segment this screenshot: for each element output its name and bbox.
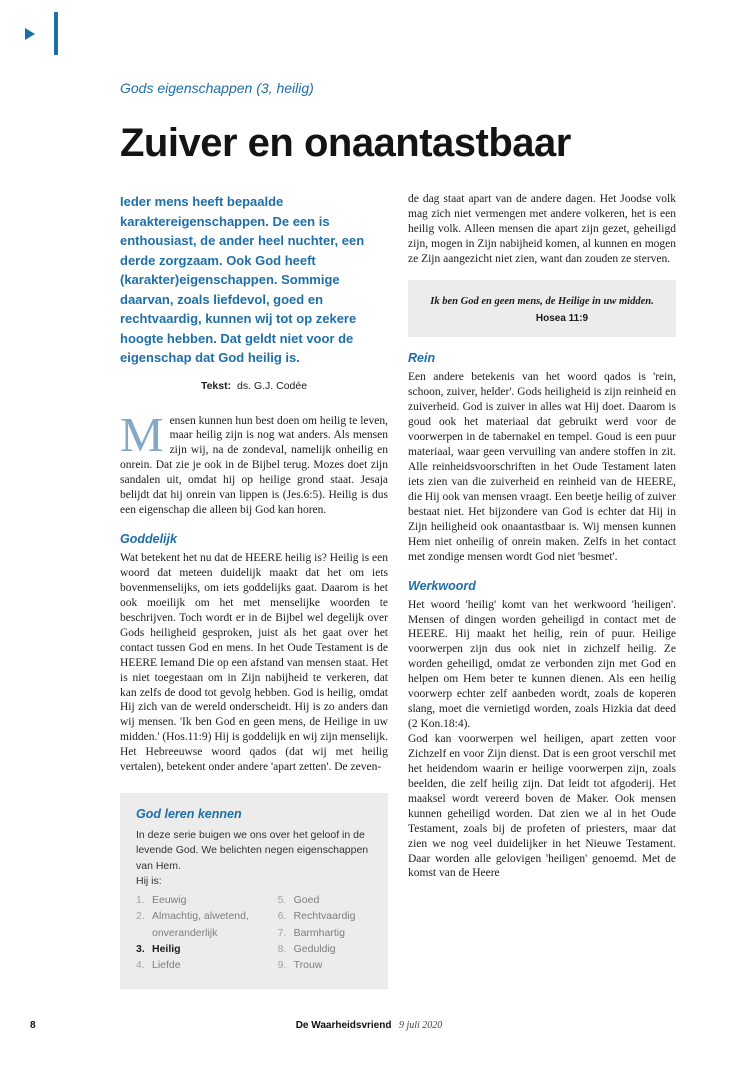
subhead-rein: Rein (408, 351, 436, 366)
item-label: Eeuwig (152, 894, 187, 906)
item-number: 7. (277, 926, 287, 939)
item-number: 3. (136, 942, 145, 955)
drop-cap: M (120, 406, 164, 462)
item-number: 8. (277, 942, 287, 955)
item-number: 1. (136, 894, 145, 906)
goddelijk-paragraph: Wat betekent het nu dat de HEERE heilig is? Heilig is een woord dat meteen duidelijk maakt dat het om iets bovenmenselijks, om iets goddelijks gaat. Daarom is het ook moeilijk om het met menselijke woorden te beschrijven. Toch wordt er in de Bijbel wel degelijk over Gods heiligheid gesproken, juist als het gaat over het contact tussen God en mens. In het Oude Testament is de HEERE Iemand Die op een afstand van mensen staat. Het is niet toegestaan om in Zijn nabijheid te verkeren, dat kan zelfs de dood tot gevolg hebben. God is heilig, omdat Hij zich van de wereld onderscheidt. Hij is zo anders dan wij mensen. 'Ik ben God en geen mens, de Heilige in uw midden.' (Hos.11:9) Hij is goddelijk en wij zijn menselijk. Het Hebreeuwse woord qados (dat wij met heilig vertalen), betekent onder andere 'apart zetten'. De zeven- (120, 552, 388, 774)
article (120, 80, 677, 989)
list-item (278, 957, 372, 973)
attributes-lists (136, 892, 372, 973)
list-item (278, 925, 372, 941)
corner-bar (54, 12, 58, 55)
info-box-intro: In deze serie buigen we ons over het geloof in de levende God. We belichten negen eigenschappen van Hem. (136, 829, 369, 872)
left-column (120, 192, 388, 989)
item-label: Goed (293, 894, 320, 906)
list-item (136, 941, 278, 957)
byline (120, 380, 388, 392)
intro-paragraph (120, 406, 388, 519)
magazine-name: De Waarheidsvriend (295, 1020, 392, 1031)
item-number: 6. (277, 910, 287, 923)
werkwoord-paragraph-2: God kan voorwerpen wel heiligen, apart zetten voor Zichzelf en voor Zijn dienst. Dat is een groot verschil met het heidendom waarin er heilige voorwerpen zijn, zoals beelden, die zelf heilig zijn. Dat leidt tot afgoderij. Het maaksel wordt vereerd boven de Maker. Ook mensen kunnen geheiligd worden. Dat zien we al in het Oude Testament, zoals bij de profeten of priesters, maar dat zien we nog veel duidelijker in het Nieuwe Testament. Daar worden alle gelovigen 'heiligen' genoemd. Met de komst van de Heere (408, 733, 676, 880)
item-label: Liefde (152, 959, 181, 972)
subhead-goddelijk: Goddelijk (120, 532, 177, 547)
info-box-title: God leren kennen (136, 807, 242, 822)
item-label: Heilig (152, 942, 181, 955)
page-number: 8 (30, 1020, 36, 1031)
item-label: Almachtig, alwetend, onveranderlijk (152, 910, 249, 939)
quote-box (408, 280, 676, 338)
list-item (278, 892, 372, 908)
list-item (136, 908, 278, 941)
attributes-list-left (136, 892, 278, 973)
attributes-list-right (278, 892, 372, 973)
list-item (136, 957, 278, 973)
corner-arrow-icon (25, 28, 35, 40)
werkwoord-paragraph-1: Het woord 'heilig' komt van het werkwoord 'heiligen'. Mensen of dingen worden geheiligd in contact met de HEERE. Hij maakt het heilig, rein of puur. Heilige voorwerpen zijn dus ook niet in zichzelf heilig. Ze worden geheiligd, omdat ze verbonden zijn met God en helpen om Hem beter te kunnen dienen. Als een heilig voorwerp echter zelf aanbeden wordt, zoals de koperen slang, moet die vernietigd worden, zoals Hizkia dat deed (2 Kon.18:4). (408, 598, 676, 731)
list-item (278, 941, 372, 957)
footer-center (0, 1020, 738, 1031)
right-column (408, 192, 676, 989)
lead-paragraph: Ieder mens heeft bepaalde karaktereigenschappen. De een is enthousiast, de ander heel nuchter, een derde zorgzaam. Ook God heeft (karakter)eigenschappen. Sommige daarvan, zoals liefdevol, goed en rechtvaardig, kunnen wij tot op zekere hoogte hebben. Dat geldt niet voor de eigenschap dat God heilig is. (120, 194, 365, 365)
page-footer (0, 1020, 738, 1031)
item-label: Geduldig (293, 942, 336, 955)
info-box (120, 793, 388, 989)
article-kicker: Gods eigenschappen (3, heilig) (120, 80, 314, 96)
byline-name: ds. G.J. Codée (237, 379, 308, 392)
subhead-werkwoord: Werkwoord (408, 578, 476, 593)
item-number: 4. (136, 959, 145, 972)
item-label: Rechtvaardig (293, 910, 356, 923)
issue-date: 9 juli 2020 (398, 1020, 443, 1031)
list-item (136, 892, 278, 908)
item-label: Barmhartig (293, 926, 345, 939)
item-number: 9. (277, 959, 287, 972)
article-columns (120, 192, 677, 989)
byline-label: Tekst: (200, 379, 232, 392)
item-number: 2. (136, 910, 145, 923)
info-box-list-lead: Hij is: (136, 874, 162, 887)
quote-source: Hosea 11:9 (535, 313, 589, 325)
article-title: Zuiver en onaantastbaar (120, 121, 571, 165)
continuation-paragraph: de dag staat apart van de andere dagen. Het Joodse volk mag zich niet vermengen met andere volkeren, het is een heilig volk. Alleen mensen die apart zijn gezet, geheiligd zijn, mogen in Zijn nabijheid komen, al kunnen en mogen ze Zijn aangezicht niet zien, want dan zouden ze sterven. (408, 193, 676, 265)
intro-text: ensen kunnen hun best doen om heilig te leven, maar heilig zijn is nog wat anders. Als mensen zijn wij, na de zondeval, namelijk onheilig en onrein. Dat zie je ook in de Bijbel terug. Mozes doet zijn sandalen uit, omdat hij op heilige grond staat. Jesaja belijdt dat hij onrein van lippen is (Jes.6:5). Heilig is dus een eigenschap die alleen bij God kan horen. (120, 414, 388, 517)
item-label: Trouw (293, 959, 323, 972)
list-item (278, 908, 372, 924)
rein-paragraph: Een andere betekenis van het woord qados is 'rein, schoon, zuiver, helder'. Gods heiligheid is zijn reinheid en zuiverheid. God is zuiver in alles wat Hij doet. Daarom is goud ook het materiaal dat gebruikt werd voor de voorwerpen in de tabernakel en tempel. Goud is een puur materiaal, waar geen vervuiling van andere stoffen in zit. Alle reinheidsvoorschriften in het Oude Testament laten iets zien van die zuiverheid en reinheid van de HEERE, die Hij ook van mensen vraagt. Een beetje heilig of zuiver bestaat niet. Het bijzondere van God is echter dat Hij in Zijn heiligheid ook onaantastbaar is. Wij mensen kunnen Hem niet onheilig of onrein maken. Zelfs in het contact met zondige mensen wordt God niet 'besmet'. (408, 371, 676, 563)
item-number: 5. (277, 894, 287, 906)
quote-text: Ik ben God en geen mens, de Heilige in uw midden. (430, 295, 654, 307)
